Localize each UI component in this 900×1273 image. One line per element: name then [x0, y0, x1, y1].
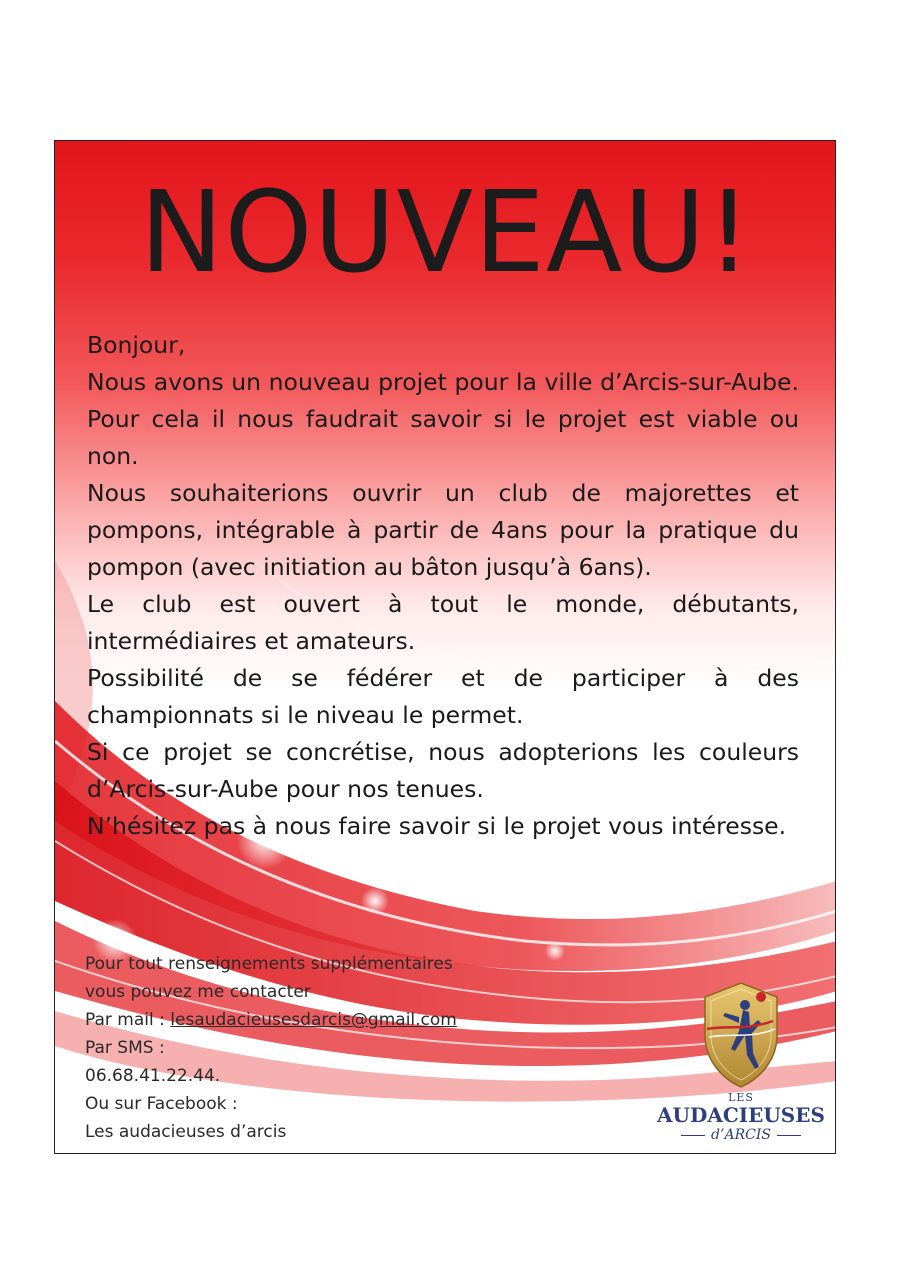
paragraph-federation: Possibilité de se fédérer et de participer à des championnats si le niveau le permet. [87, 664, 799, 729]
paragraph-colors: Si ce projet se concrétise, nous adopterions les couleurs d’Arcis-sur-Aube pour nos tenues. [87, 738, 799, 803]
email-link[interactable]: lesaudacieusesdarcis@gmail.com [170, 1010, 457, 1030]
club-logo [655, 979, 827, 1147]
phone-number: 06.68.41.22.44. [85, 1066, 221, 1086]
message-body [87, 327, 799, 845]
headline: NOUVEAU! [139, 168, 753, 298]
flyer [54, 140, 836, 1154]
shield-dancer-icon [695, 979, 787, 1091]
greeting: Bonjour, [87, 331, 186, 359]
contact-intro-line1: Pour tout renseignements supplémentaires [85, 954, 453, 974]
facebook-label: Ou sur Facebook : [85, 1094, 238, 1114]
paragraph-project: Nous avons un nouveau projet pour la ville d’Arcis-sur-Aube. Pour cela il nous faudrait savoir si le projet est viable ou non. [87, 368, 799, 470]
facebook-name: Les audacieuses d’arcis [85, 1122, 287, 1142]
logo-les: LES [728, 1091, 754, 1104]
contact-intro-line2: vous pouvez me contacter [85, 982, 311, 1002]
paragraph-club: Nous souhaiterions ouvrir un club de majorettes et pompons, intégrable à partir de 4ans pour la pratique du pompon (avec initiation au bâton jusqu’à 6ans). [87, 479, 799, 581]
paragraph-open: Le club est ouvert à tout le monde, débutants, intermédiaires et amateurs. [87, 590, 799, 655]
logo-name: AUDACIEUSES [657, 1103, 825, 1127]
sms-label: Par SMS : [85, 1038, 165, 1058]
mail-label: Par mail : [85, 1010, 171, 1030]
paragraph-interest: N’hésitez pas à nous faire savoir si le projet vous intéresse. [87, 812, 787, 840]
logo-sub: d’ARCIS [655, 1127, 827, 1143]
contact-mail-line [85, 1006, 565, 1034]
contact-block [85, 950, 565, 1146]
